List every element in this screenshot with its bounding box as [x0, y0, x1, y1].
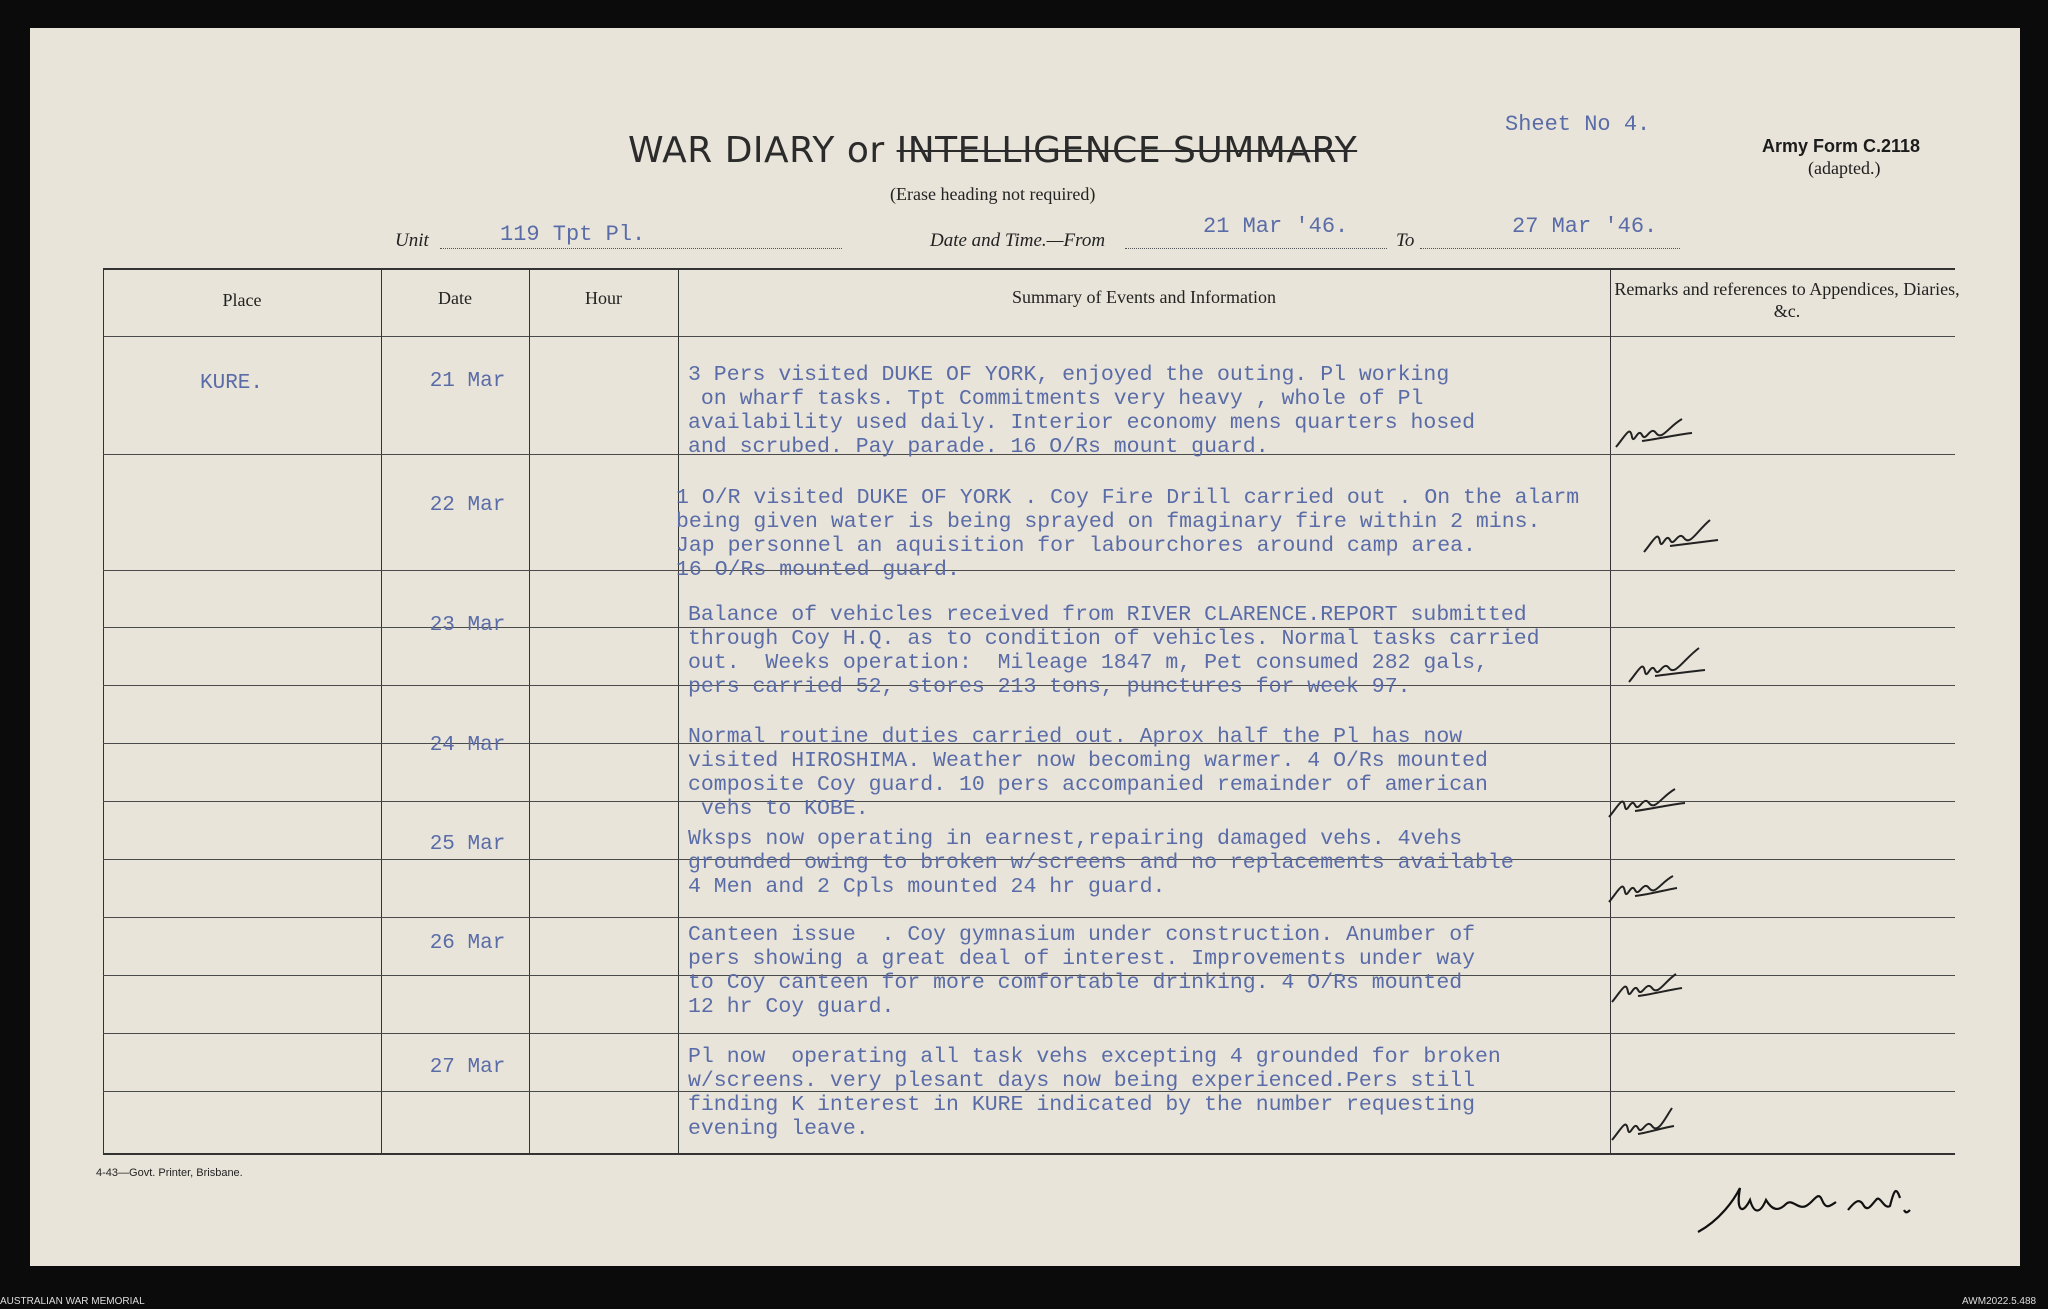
date-from-label: Date and Time.—From: [930, 230, 1106, 251]
entry-summary: Pl now operating all task vehs excepting 4 grounded for broken w/screens. very plesant days now being experienced.Pers still finding K interest in KURE indicated by the number requesting evening leave.: [688, 1045, 1501, 1141]
col-header-remarks: Remarks and references to Appendices, Diaries, &c.: [1614, 279, 1960, 321]
entry-date: 21 Mar: [429, 370, 506, 393]
initials-signature: [1625, 640, 1715, 690]
sheet-number: Sheet No 4.: [1505, 112, 1651, 137]
table-left-border: [103, 268, 104, 1153]
entry-date: 26 Mar: [429, 932, 506, 955]
entry-summary: Wksps now operating in earnest,repairing damaged vehs. 4vehs grounded owing to broken w/screens and no replacements available 4 Men and 2 Cpls mounted 24 hr guard.: [688, 827, 1514, 899]
entry-summary: 1 O/R visited DUKE OF YORK . Coy Fire Drill carried out . On the alarm being given water is being sprayed on fmaginary fire within 2 mins. Jap personnel an aquisition for labourchores around camp area. 16 O/Rs mounted guard.: [676, 486, 1580, 582]
page-title: [628, 130, 1357, 171]
entry-date: 27 Mar: [429, 1056, 506, 1079]
printer-imprint: 4-43—Govt. Printer, Brisbane.: [96, 1167, 243, 1179]
col-divider-hour: [529, 268, 530, 1153]
entry-date: 24 Mar: [429, 734, 506, 757]
entry-summary: Normal routine duties carried out. Aprox half the Pl has now visited HIROSHIMA. Weather now becoming warmer. 4 O/Rs mounted composite Coy guard. 10 pers accompanied remainder of american vehs to KOBE.: [688, 725, 1488, 821]
col-header-place: Place: [222, 290, 262, 310]
initials-signature: [1612, 405, 1702, 455]
col-divider-date: [381, 268, 382, 1153]
date-to-label: To: [1396, 230, 1415, 251]
erase-note: (Erase heading not required): [890, 184, 1096, 204]
entry-date: 25 Mar: [429, 833, 506, 856]
ruled-line: [103, 1033, 1955, 1034]
adapted-label: (adapted.): [1808, 158, 1881, 178]
archive-credit: AUSTRALIAN WAR MEMORIAL: [0, 1296, 145, 1307]
archive-reference: AWM2022.5.488: [1962, 1296, 2037, 1307]
initials-signature: [1640, 510, 1730, 560]
initials-signature: [1605, 860, 1695, 910]
initials-signature: [1605, 775, 1695, 825]
title-struck: INTELLIGENCE SUMMARY: [896, 130, 1358, 171]
col-header-summary: Summary of Events and Information: [1012, 287, 1276, 307]
unit-underline: [440, 248, 842, 249]
unit-label: Unit: [395, 230, 429, 251]
col-header-hour: Hour: [585, 288, 622, 308]
unit-value: 119 Tpt Pl.: [500, 222, 646, 247]
date-from-underline: [1125, 248, 1387, 249]
initials-signature: [1608, 960, 1698, 1010]
place-value: KURE.: [200, 372, 264, 395]
entry-summary: Balance of vehicles received from RIVER CLARENCE.REPORT submitted through Coy H.Q. as to condition of vehicles. Normal tasks carried out. Weeks operation: Mileage 1847 m, Pet consumed 282 gals, pers carried 52, stores 213 tons, punctures for week 97.: [688, 603, 1540, 699]
entry-summary: Canteen issue . Coy gymnasium under construction. Anumber of pers showing a great deal of interest. Improvements under way to Coy canteen for more comfortable drinking. 4 O/Rs mounted 12 hr Coy guard.: [688, 923, 1476, 1019]
ruled-line: [103, 917, 1955, 918]
entry-summary: 3 Pers visited DUKE OF YORK, enjoyed the outing. Pl working on wharf tasks. Tpt Commitments very heavy , whole of Pl availability used daily. Interior economy mens quarters hosed and scrubed. Pay parade. 16 O/Rs mount guard.: [688, 363, 1476, 459]
army-form-label: Army Form C.2118: [1762, 136, 1921, 156]
officer-signature: [1690, 1170, 1920, 1240]
entry-date: 23 Mar: [429, 614, 506, 637]
date-to-value: 27 Mar '46.: [1512, 214, 1658, 239]
col-divider-summary: [678, 268, 679, 1153]
entry-date: 22 Mar: [429, 494, 506, 517]
title-main: WAR DIARY or: [628, 130, 897, 171]
table-bottom-border: [103, 1153, 1955, 1155]
date-from-value: 21 Mar '46.: [1203, 214, 1349, 239]
col-header-date: Date: [438, 288, 472, 308]
initials-signature: [1608, 1096, 1698, 1146]
date-to-underline: [1420, 248, 1680, 249]
